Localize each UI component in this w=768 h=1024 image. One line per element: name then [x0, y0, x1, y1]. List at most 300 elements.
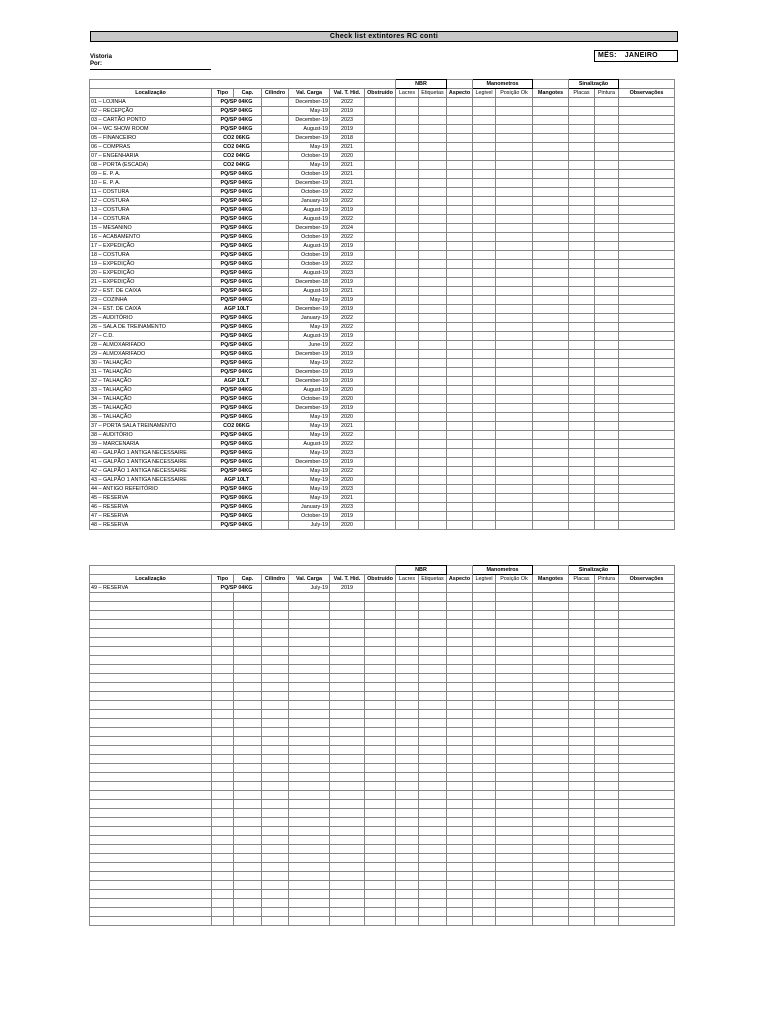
cell-empty[interactable] [496, 593, 533, 602]
cell-check[interactable] [595, 287, 619, 296]
cell-check[interactable] [533, 386, 569, 395]
cell-empty[interactable] [365, 620, 396, 629]
cell-empty[interactable] [533, 890, 569, 899]
cell-empty[interactable] [234, 791, 262, 800]
cell-check[interactable] [569, 494, 595, 503]
cell-empty[interactable] [365, 638, 396, 647]
cell-check[interactable] [496, 422, 533, 431]
cell-empty[interactable] [212, 665, 234, 674]
cell-empty[interactable] [496, 899, 533, 908]
cell-empty[interactable] [619, 719, 675, 728]
cell-empty[interactable] [330, 683, 365, 692]
cell-check[interactable] [473, 485, 496, 494]
cell-check[interactable] [396, 323, 419, 332]
cell-check[interactable] [473, 341, 496, 350]
cell-check[interactable] [365, 395, 396, 404]
cell-empty[interactable] [619, 611, 675, 620]
cell-empty[interactable] [365, 656, 396, 665]
cell-check[interactable] [595, 503, 619, 512]
cell-check[interactable] [262, 377, 289, 386]
cell-check[interactable] [595, 116, 619, 125]
cell-check[interactable] [419, 206, 447, 215]
cell-empty[interactable] [234, 800, 262, 809]
cell-empty[interactable] [496, 863, 533, 872]
cell-check[interactable] [365, 125, 396, 134]
cell-empty[interactable] [473, 863, 496, 872]
cell-check[interactable] [262, 521, 289, 530]
cell-check[interactable] [473, 314, 496, 323]
cell-empty[interactable] [90, 755, 212, 764]
cell-empty[interactable] [212, 692, 234, 701]
cell-check[interactable] [262, 278, 289, 287]
cell-empty[interactable] [533, 674, 569, 683]
cell-empty[interactable] [447, 791, 473, 800]
cell-empty[interactable] [212, 854, 234, 863]
cell-empty[interactable] [473, 719, 496, 728]
cell-empty[interactable] [289, 710, 330, 719]
cell-empty[interactable] [533, 602, 569, 611]
cell-empty[interactable] [595, 863, 619, 872]
cell-empty[interactable] [473, 782, 496, 791]
cell-check[interactable] [533, 350, 569, 359]
cell-check[interactable] [365, 287, 396, 296]
cell-check[interactable] [569, 341, 595, 350]
cell-check[interactable] [262, 206, 289, 215]
cell-empty[interactable] [419, 683, 447, 692]
cell-empty[interactable] [473, 611, 496, 620]
cell-empty[interactable] [90, 899, 212, 908]
cell-check[interactable] [447, 449, 473, 458]
cell-empty[interactable] [234, 845, 262, 854]
cell-empty[interactable] [212, 656, 234, 665]
cell-check[interactable] [396, 152, 419, 161]
cell-check[interactable] [496, 449, 533, 458]
cell-empty[interactable] [569, 863, 595, 872]
cell-empty[interactable] [419, 773, 447, 782]
cell-empty[interactable] [212, 728, 234, 737]
cell-empty[interactable] [365, 737, 396, 746]
cell-check[interactable] [473, 305, 496, 314]
cell-check[interactable] [595, 332, 619, 341]
cell-empty[interactable] [234, 773, 262, 782]
cell-empty[interactable] [569, 719, 595, 728]
cell-check[interactable] [569, 107, 595, 116]
cell-check[interactable] [533, 260, 569, 269]
cell-check[interactable] [419, 404, 447, 413]
cell-empty[interactable] [447, 692, 473, 701]
cell-empty[interactable] [595, 881, 619, 890]
cell-check[interactable] [396, 368, 419, 377]
cell-empty[interactable] [289, 638, 330, 647]
cell-check[interactable] [533, 206, 569, 215]
cell-check[interactable] [595, 440, 619, 449]
cell-empty[interactable] [234, 629, 262, 638]
cell-empty[interactable] [234, 809, 262, 818]
cell-empty[interactable] [262, 782, 289, 791]
cell-check[interactable] [496, 161, 533, 170]
cell-empty[interactable] [262, 764, 289, 773]
cell-empty[interactable] [569, 701, 595, 710]
cell-check[interactable] [496, 359, 533, 368]
cell-empty[interactable] [90, 674, 212, 683]
cell-check[interactable] [496, 395, 533, 404]
cell-check[interactable] [533, 134, 569, 143]
cell-check[interactable] [473, 224, 496, 233]
cell-empty[interactable] [289, 593, 330, 602]
cell-check[interactable] [569, 161, 595, 170]
cell-empty[interactable] [419, 611, 447, 620]
cell-empty[interactable] [533, 800, 569, 809]
cell-check[interactable] [569, 386, 595, 395]
cell-empty[interactable] [447, 737, 473, 746]
cell-empty[interactable] [90, 872, 212, 881]
cell-empty[interactable] [289, 791, 330, 800]
cell-empty[interactable] [569, 917, 595, 926]
cell-empty[interactable] [289, 782, 330, 791]
cell-check[interactable] [595, 215, 619, 224]
cell-empty[interactable] [473, 872, 496, 881]
cell-check[interactable] [262, 134, 289, 143]
cell-empty[interactable] [90, 593, 212, 602]
cell-check[interactable] [533, 467, 569, 476]
cell-check[interactable] [419, 377, 447, 386]
cell-check[interactable] [569, 359, 595, 368]
cell-empty[interactable] [533, 899, 569, 908]
cell-check[interactable] [365, 107, 396, 116]
cell-check[interactable] [419, 296, 447, 305]
cell-empty[interactable] [595, 809, 619, 818]
cell-check[interactable] [262, 188, 289, 197]
cell-empty[interactable] [569, 908, 595, 917]
cell-empty[interactable] [419, 836, 447, 845]
cell-empty[interactable] [289, 773, 330, 782]
cell-empty[interactable] [569, 692, 595, 701]
cell-check[interactable] [619, 512, 675, 521]
cell-empty[interactable] [330, 755, 365, 764]
cell-check[interactable] [473, 197, 496, 206]
cell-empty[interactable] [496, 872, 533, 881]
cell-check[interactable] [365, 251, 396, 260]
cell-check[interactable] [396, 350, 419, 359]
cell-check[interactable] [595, 377, 619, 386]
cell-check[interactable] [365, 143, 396, 152]
cell-empty[interactable] [595, 728, 619, 737]
cell-empty[interactable] [90, 728, 212, 737]
cell-check[interactable] [496, 386, 533, 395]
cell-check[interactable] [569, 134, 595, 143]
cell-check[interactable] [419, 341, 447, 350]
cell-empty[interactable] [619, 863, 675, 872]
cell-empty[interactable] [262, 692, 289, 701]
cell-check[interactable] [619, 386, 675, 395]
cell-check[interactable] [619, 584, 675, 593]
cell-check[interactable] [396, 494, 419, 503]
cell-check[interactable] [496, 314, 533, 323]
cell-check[interactable] [365, 431, 396, 440]
cell-check[interactable] [569, 413, 595, 422]
cell-check[interactable] [473, 278, 496, 287]
cell-check[interactable] [496, 368, 533, 377]
cell-empty[interactable] [419, 746, 447, 755]
cell-check[interactable] [569, 404, 595, 413]
cell-check[interactable] [365, 305, 396, 314]
cell-check[interactable] [496, 332, 533, 341]
cell-empty[interactable] [330, 647, 365, 656]
cell-empty[interactable] [496, 692, 533, 701]
cell-empty[interactable] [234, 818, 262, 827]
cell-check[interactable] [496, 125, 533, 134]
cell-check[interactable] [447, 368, 473, 377]
cell-empty[interactable] [365, 647, 396, 656]
cell-empty[interactable] [396, 593, 419, 602]
cell-check[interactable] [419, 503, 447, 512]
cell-check[interactable] [595, 206, 619, 215]
cell-empty[interactable] [473, 692, 496, 701]
cell-check[interactable] [419, 278, 447, 287]
cell-empty[interactable] [447, 881, 473, 890]
cell-empty[interactable] [419, 917, 447, 926]
cell-empty[interactable] [619, 773, 675, 782]
cell-empty[interactable] [595, 683, 619, 692]
cell-check[interactable] [419, 305, 447, 314]
cell-empty[interactable] [569, 899, 595, 908]
cell-empty[interactable] [496, 674, 533, 683]
cell-empty[interactable] [533, 719, 569, 728]
cell-check[interactable] [619, 494, 675, 503]
cell-empty[interactable] [419, 593, 447, 602]
cell-empty[interactable] [533, 701, 569, 710]
cell-check[interactable] [533, 431, 569, 440]
cell-empty[interactable] [496, 602, 533, 611]
cell-check[interactable] [473, 215, 496, 224]
cell-check[interactable] [569, 251, 595, 260]
cell-check[interactable] [419, 197, 447, 206]
cell-check[interactable] [262, 161, 289, 170]
cell-empty[interactable] [595, 791, 619, 800]
cell-check[interactable] [365, 485, 396, 494]
cell-empty[interactable] [330, 908, 365, 917]
cell-check[interactable] [447, 584, 473, 593]
cell-empty[interactable] [262, 719, 289, 728]
cell-empty[interactable] [569, 710, 595, 719]
cell-empty[interactable] [365, 827, 396, 836]
cell-empty[interactable] [533, 908, 569, 917]
cell-check[interactable] [262, 314, 289, 323]
cell-empty[interactable] [396, 755, 419, 764]
cell-check[interactable] [595, 125, 619, 134]
cell-empty[interactable] [619, 845, 675, 854]
cell-check[interactable] [619, 332, 675, 341]
cell-check[interactable] [569, 179, 595, 188]
cell-empty[interactable] [447, 872, 473, 881]
cell-empty[interactable] [262, 908, 289, 917]
cell-check[interactable] [419, 521, 447, 530]
cell-empty[interactable] [330, 899, 365, 908]
cell-empty[interactable] [396, 782, 419, 791]
cell-empty[interactable] [569, 791, 595, 800]
cell-check[interactable] [619, 476, 675, 485]
cell-check[interactable] [595, 449, 619, 458]
cell-check[interactable] [569, 521, 595, 530]
cell-empty[interactable] [262, 836, 289, 845]
cell-check[interactable] [619, 296, 675, 305]
cell-empty[interactable] [569, 674, 595, 683]
cell-check[interactable] [396, 314, 419, 323]
cell-check[interactable] [619, 143, 675, 152]
cell-empty[interactable] [473, 674, 496, 683]
cell-check[interactable] [447, 476, 473, 485]
cell-empty[interactable] [289, 656, 330, 665]
cell-empty[interactable] [496, 800, 533, 809]
cell-empty[interactable] [419, 782, 447, 791]
cell-empty[interactable] [212, 629, 234, 638]
cell-check[interactable] [447, 350, 473, 359]
cell-empty[interactable] [396, 728, 419, 737]
cell-check[interactable] [447, 332, 473, 341]
cell-check[interactable] [419, 125, 447, 134]
cell-check[interactable] [262, 152, 289, 161]
cell-check[interactable] [262, 332, 289, 341]
cell-check[interactable] [473, 584, 496, 593]
cell-check[interactable] [473, 368, 496, 377]
cell-empty[interactable] [447, 827, 473, 836]
cell-empty[interactable] [330, 773, 365, 782]
cell-check[interactable] [496, 152, 533, 161]
cell-empty[interactable] [396, 908, 419, 917]
cell-check[interactable] [447, 305, 473, 314]
cell-check[interactable] [396, 467, 419, 476]
cell-check[interactable] [473, 269, 496, 278]
cell-empty[interactable] [447, 674, 473, 683]
cell-check[interactable] [473, 332, 496, 341]
cell-empty[interactable] [447, 719, 473, 728]
cell-check[interactable] [496, 170, 533, 179]
cell-check[interactable] [619, 368, 675, 377]
cell-empty[interactable] [330, 827, 365, 836]
cell-check[interactable] [473, 377, 496, 386]
cell-empty[interactable] [212, 620, 234, 629]
cell-check[interactable] [595, 143, 619, 152]
cell-check[interactable] [595, 386, 619, 395]
cell-empty[interactable] [419, 872, 447, 881]
cell-empty[interactable] [619, 836, 675, 845]
cell-empty[interactable] [419, 881, 447, 890]
cell-empty[interactable] [533, 791, 569, 800]
cell-empty[interactable] [212, 908, 234, 917]
cell-empty[interactable] [595, 800, 619, 809]
cell-empty[interactable] [365, 665, 396, 674]
cell-empty[interactable] [473, 638, 496, 647]
cell-empty[interactable] [419, 899, 447, 908]
cell-check[interactable] [262, 386, 289, 395]
cell-empty[interactable] [330, 917, 365, 926]
cell-empty[interactable] [533, 737, 569, 746]
cell-empty[interactable] [234, 710, 262, 719]
cell-check[interactable] [396, 206, 419, 215]
cell-empty[interactable] [496, 908, 533, 917]
cell-check[interactable] [533, 197, 569, 206]
cell-check[interactable] [262, 170, 289, 179]
cell-empty[interactable] [90, 773, 212, 782]
cell-empty[interactable] [212, 773, 234, 782]
cell-empty[interactable] [533, 881, 569, 890]
cell-empty[interactable] [595, 674, 619, 683]
cell-empty[interactable] [330, 764, 365, 773]
cell-check[interactable] [262, 269, 289, 278]
cell-check[interactable] [473, 206, 496, 215]
cell-empty[interactable] [234, 683, 262, 692]
cell-empty[interactable] [595, 656, 619, 665]
cell-check[interactable] [595, 269, 619, 278]
cell-check[interactable] [619, 314, 675, 323]
cell-check[interactable] [619, 395, 675, 404]
cell-check[interactable] [569, 377, 595, 386]
cell-check[interactable] [473, 251, 496, 260]
cell-check[interactable] [262, 197, 289, 206]
cell-check[interactable] [419, 413, 447, 422]
cell-check[interactable] [619, 404, 675, 413]
cell-check[interactable] [396, 224, 419, 233]
cell-check[interactable] [473, 521, 496, 530]
cell-check[interactable] [447, 179, 473, 188]
cell-check[interactable] [396, 233, 419, 242]
cell-empty[interactable] [262, 710, 289, 719]
cell-empty[interactable] [496, 773, 533, 782]
cell-check[interactable] [473, 413, 496, 422]
cell-check[interactable] [447, 458, 473, 467]
cell-empty[interactable] [212, 872, 234, 881]
cell-check[interactable] [262, 233, 289, 242]
cell-check[interactable] [595, 404, 619, 413]
cell-check[interactable] [569, 503, 595, 512]
cell-empty[interactable] [90, 602, 212, 611]
cell-check[interactable] [496, 584, 533, 593]
cell-check[interactable] [473, 323, 496, 332]
cell-check[interactable] [569, 584, 595, 593]
cell-empty[interactable] [289, 746, 330, 755]
cell-empty[interactable] [90, 836, 212, 845]
cell-check[interactable] [569, 395, 595, 404]
cell-check[interactable] [365, 206, 396, 215]
cell-empty[interactable] [90, 908, 212, 917]
cell-empty[interactable] [234, 665, 262, 674]
cell-check[interactable] [473, 233, 496, 242]
cell-empty[interactable] [396, 692, 419, 701]
cell-check[interactable] [396, 341, 419, 350]
cell-empty[interactable] [212, 737, 234, 746]
cell-check[interactable] [419, 242, 447, 251]
cell-check[interactable] [365, 476, 396, 485]
cell-empty[interactable] [365, 602, 396, 611]
cell-empty[interactable] [595, 746, 619, 755]
cell-empty[interactable] [619, 899, 675, 908]
cell-check[interactable] [447, 188, 473, 197]
cell-empty[interactable] [212, 764, 234, 773]
cell-empty[interactable] [234, 917, 262, 926]
cell-check[interactable] [569, 278, 595, 287]
cell-empty[interactable] [365, 872, 396, 881]
cell-empty[interactable] [234, 611, 262, 620]
cell-empty[interactable] [533, 863, 569, 872]
cell-empty[interactable] [496, 665, 533, 674]
cell-check[interactable] [496, 179, 533, 188]
cell-check[interactable] [569, 170, 595, 179]
cell-empty[interactable] [447, 818, 473, 827]
cell-check[interactable] [473, 503, 496, 512]
cell-check[interactable] [533, 242, 569, 251]
cell-empty[interactable] [289, 728, 330, 737]
cell-empty[interactable] [619, 890, 675, 899]
